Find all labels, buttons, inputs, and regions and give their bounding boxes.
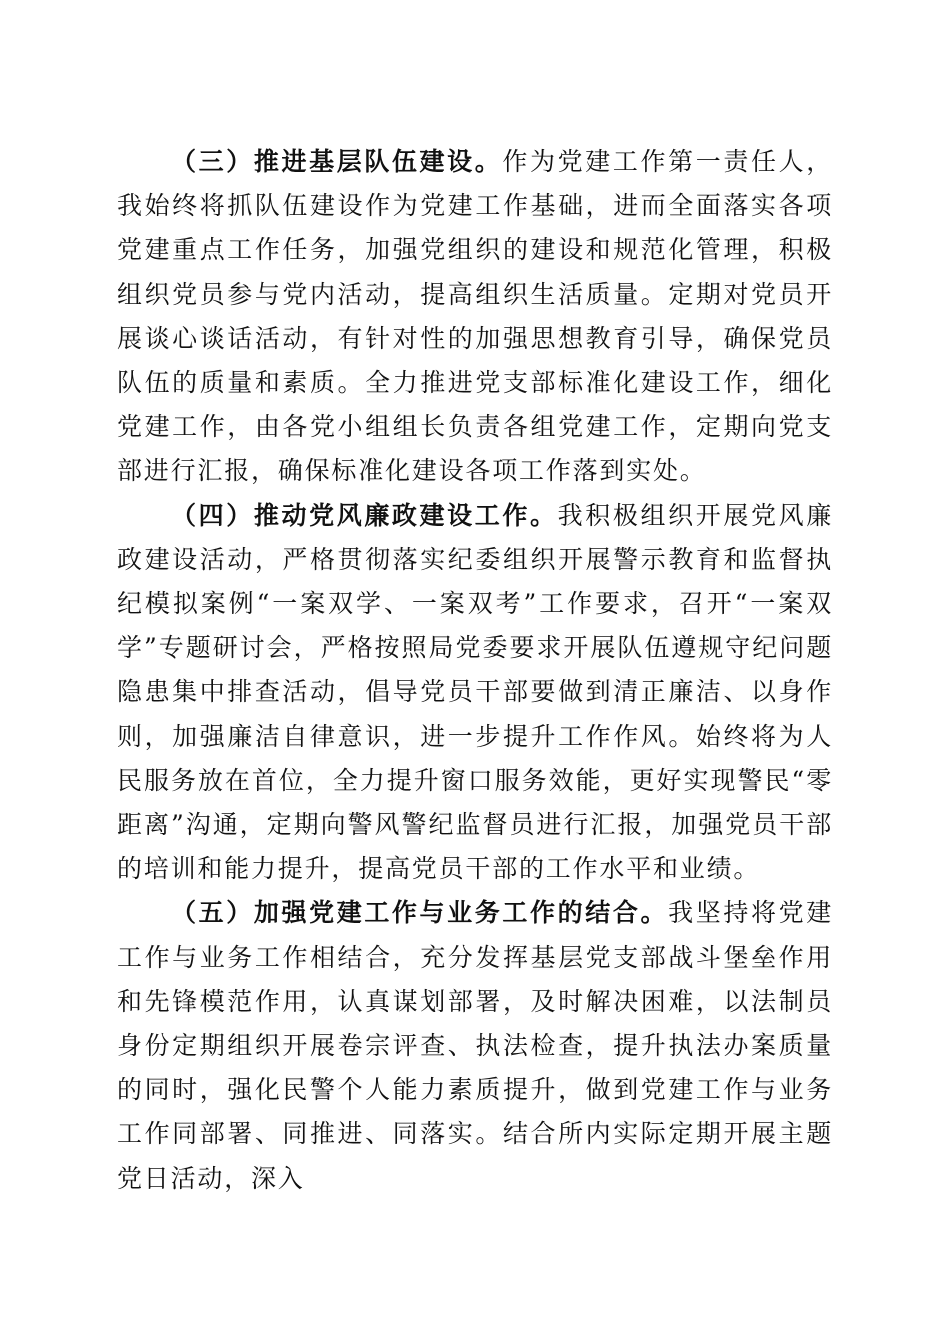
paragraph-text-5: 我坚持将党建工作与业务工作相结合，充分发挥基层党支部战斗堡垒作用和先锋模范作用，认真谋划部署，及时解决困难，以法制员身份定期组织开展卷宗评查、执法检查，提升执法办案质量的同时，强化民警个人能力素质提升，做到党建工作与业务工作同部署、同推进、同落实。结合所内实际定期开展主题党日活动，深入 bbox=[117, 898, 833, 1193]
section-heading-3: （三）推进基层队伍建设。 bbox=[171, 147, 503, 176]
paragraph-text-4: 我积极组织开展党风廉政建设活动，严格贯彻落实纪委组织开展警示教育和监督执纪模拟案例“一案双学、一案双考”工作要求，召开“一案双学”专题研讨会，严格按照局党委要求开展队伍遵规守纪问题隐患集中排查活动，倡导党员干部要做到清正廉洁、以身作则，加强廉洁自律意识，进一步提升工作作风。始终将为人民服务放在首位，全力提升窗口服务效能，更好实现警民“零距离”沟通，定期向警风警纪监督员进行汇报，加强党员干部的培训和能力提升，提高党员干部的工作水平和业绩。 bbox=[117, 500, 833, 884]
paragraph-team-building bbox=[117, 140, 833, 494]
section-heading-5: （五）加强党建工作与业务工作的结合。 bbox=[171, 898, 669, 928]
paragraph-integrity-building bbox=[117, 494, 833, 892]
document-body bbox=[117, 140, 833, 1201]
paragraph-text-3: 作为党建工作第一责任人，我始终将抓队伍建设作为党建工作基础，进而全面落实各项党建重点工作任务，加强党组织的建设和规范化管理，积极组织党员参与党内活动，提高组织生活质量。定期对党员开展谈心谈话活动，有针对性的加强思想教育引导，确保党员队伍的质量和素质。全力推进党支部标准化建设工作，细化党建工作，由各党小组组长负责各组党建工作，定期向党支部进行汇报，确保标准化建设各项工作落到实处。 bbox=[117, 147, 833, 486]
paragraph-party-business-integration bbox=[117, 891, 833, 1200]
section-heading-4: （四）推动党风廉政建设工作。 bbox=[171, 500, 558, 530]
